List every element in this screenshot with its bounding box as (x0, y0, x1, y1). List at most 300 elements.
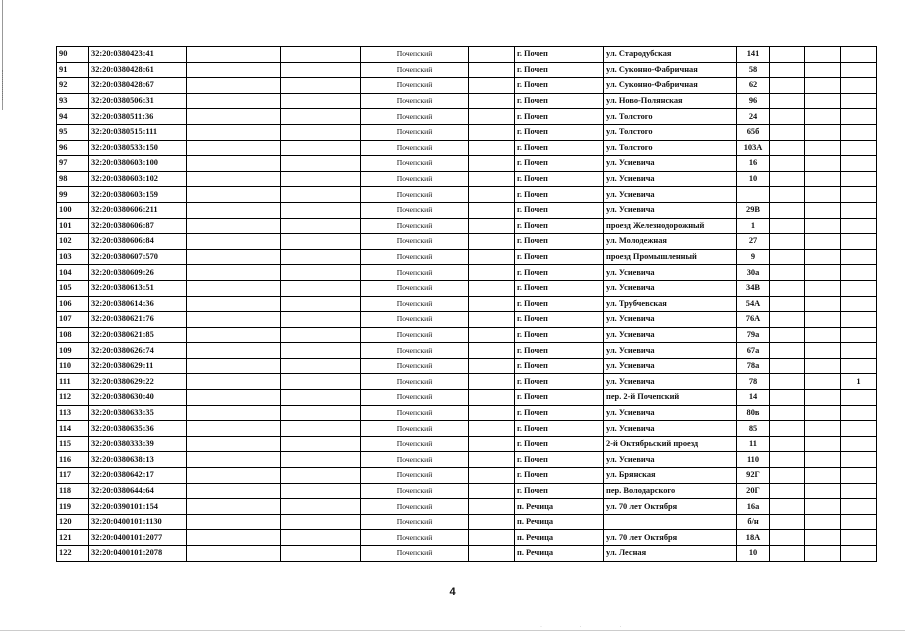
empty-cell (770, 171, 805, 187)
cadastral-number-cell: 32:20:0380511:36 (89, 109, 187, 125)
district-cell: Почепский (361, 327, 469, 343)
empty-cell (805, 499, 841, 515)
row-number-cell: 97 (57, 156, 89, 172)
empty-cell (281, 421, 361, 437)
house-number-cell: 18А (737, 530, 770, 546)
empty-cell (281, 452, 361, 468)
empty-cell (281, 546, 361, 562)
cadastral-number-cell: 32:20:0400101:2078 (89, 546, 187, 562)
empty-cell (805, 296, 841, 312)
street-cell: ул. Ново-Полянская (604, 93, 737, 109)
empty-cell (281, 47, 361, 63)
empty-cell (281, 468, 361, 484)
house-number-cell: 24 (737, 109, 770, 125)
table-row (57, 296, 877, 312)
empty-cell (770, 546, 805, 562)
table-row (57, 312, 877, 328)
empty-cell (805, 124, 841, 140)
settlement-cell: г. Почеп (515, 78, 604, 94)
empty-cell (805, 483, 841, 499)
house-number-cell: 11 (737, 436, 770, 452)
empty-cell (469, 62, 515, 78)
district-cell: Почепский (361, 62, 469, 78)
empty-cell (770, 280, 805, 296)
empty-cell (281, 124, 361, 140)
empty-cell (281, 483, 361, 499)
settlement-cell: г. Почеп (515, 468, 604, 484)
cadastral-number-cell: 32:20:0380638:13 (89, 452, 187, 468)
extra-value-cell (841, 358, 877, 374)
empty-cell (187, 140, 281, 156)
settlement-cell: г. Почеп (515, 327, 604, 343)
empty-cell (469, 436, 515, 452)
district-cell: Почепский (361, 109, 469, 125)
empty-cell (770, 202, 805, 218)
empty-cell (770, 514, 805, 530)
table-row (57, 234, 877, 250)
street-cell: ул. Усиевича (604, 374, 737, 390)
table-row (57, 156, 877, 172)
district-cell: Почепский (361, 499, 469, 515)
empty-cell (770, 78, 805, 94)
extra-value-cell (841, 483, 877, 499)
empty-cell (469, 483, 515, 499)
empty-cell (805, 546, 841, 562)
empty-cell (469, 156, 515, 172)
extra-value-cell (841, 187, 877, 203)
street-cell: ул. Усиевича (604, 358, 737, 374)
row-number-cell: 122 (57, 546, 89, 562)
table-row (57, 421, 877, 437)
cadastral-number-cell: 32:20:0380606:87 (89, 218, 187, 234)
house-number-cell: 80в (737, 405, 770, 421)
settlement-cell: г. Почеп (515, 187, 604, 203)
cadastral-number-cell: 32:20:0380621:85 (89, 327, 187, 343)
empty-cell (805, 530, 841, 546)
table-row (57, 390, 877, 406)
row-number-cell: 120 (57, 514, 89, 530)
house-number-cell: 78а (737, 358, 770, 374)
settlement-cell: г. Почеп (515, 343, 604, 359)
house-number-cell: 30а (737, 265, 770, 281)
extra-value-cell (841, 109, 877, 125)
house-number-cell: 103А (737, 140, 770, 156)
cadastral-number-cell: 32:20:0380506:31 (89, 93, 187, 109)
district-cell: Почепский (361, 296, 469, 312)
empty-cell (469, 343, 515, 359)
house-number-cell: 34В (737, 280, 770, 296)
empty-cell (770, 436, 805, 452)
empty-cell (281, 171, 361, 187)
empty-cell (469, 296, 515, 312)
property-register-table (56, 46, 877, 562)
cadastral-number-cell: 32:20:0400101:1130 (89, 514, 187, 530)
empty-cell (187, 78, 281, 94)
settlement-cell: п. Речица (515, 530, 604, 546)
settlement-cell: г. Почеп (515, 140, 604, 156)
empty-cell (187, 280, 281, 296)
empty-cell (469, 218, 515, 234)
table-row (57, 405, 877, 421)
empty-cell (469, 452, 515, 468)
extra-value-cell (841, 234, 877, 250)
empty-cell (281, 390, 361, 406)
scan-bottom-edge (0, 630, 905, 631)
extra-value-cell (841, 546, 877, 562)
empty-cell (469, 171, 515, 187)
cadastral-number-cell: 32:20:0380428:61 (89, 62, 187, 78)
street-cell: ул. Толстого (604, 124, 737, 140)
settlement-cell: г. Почеп (515, 109, 604, 125)
cadastral-number-cell: 32:20:0380630:40 (89, 390, 187, 406)
empty-cell (805, 265, 841, 281)
street-cell: ул. Брянская (604, 468, 737, 484)
empty-cell (187, 483, 281, 499)
extra-value-cell (841, 265, 877, 281)
empty-cell (469, 280, 515, 296)
cadastral-number-cell: 32:20:0380644:64 (89, 483, 187, 499)
empty-cell (770, 327, 805, 343)
district-cell: Почепский (361, 530, 469, 546)
empty-cell (281, 312, 361, 328)
empty-cell (805, 312, 841, 328)
empty-cell (469, 514, 515, 530)
empty-cell (770, 390, 805, 406)
street-cell: ул. Усиевича (604, 405, 737, 421)
cadastral-number-cell: 32:20:0380606:211 (89, 202, 187, 218)
cadastral-number-cell: 32:20:0380629:22 (89, 374, 187, 390)
empty-cell (469, 374, 515, 390)
settlement-cell: г. Почеп (515, 296, 604, 312)
empty-cell (281, 514, 361, 530)
empty-cell (469, 358, 515, 374)
street-cell: пер. Володарского (604, 483, 737, 499)
district-cell: Почепский (361, 280, 469, 296)
district-cell: Почепский (361, 436, 469, 452)
empty-cell (281, 93, 361, 109)
empty-cell (281, 265, 361, 281)
empty-cell (805, 218, 841, 234)
empty-cell (281, 109, 361, 125)
empty-cell (770, 343, 805, 359)
table-row (57, 327, 877, 343)
empty-cell (281, 530, 361, 546)
empty-cell (469, 78, 515, 94)
street-cell: проезд Промышленный (604, 249, 737, 265)
empty-cell (187, 421, 281, 437)
extra-value-cell (841, 202, 877, 218)
empty-cell (187, 514, 281, 530)
extra-value-cell (841, 62, 877, 78)
empty-cell (469, 234, 515, 250)
row-number-cell: 119 (57, 499, 89, 515)
row-number-cell: 110 (57, 358, 89, 374)
empty-cell (187, 265, 281, 281)
empty-cell (770, 499, 805, 515)
row-number-cell: 99 (57, 187, 89, 203)
empty-cell (469, 187, 515, 203)
street-cell: ул. Лесная (604, 546, 737, 562)
empty-cell (187, 327, 281, 343)
house-number-cell: 110 (737, 452, 770, 468)
empty-cell (469, 140, 515, 156)
empty-cell (770, 374, 805, 390)
settlement-cell: г. Почеп (515, 171, 604, 187)
empty-cell (187, 374, 281, 390)
cadastral-number-cell: 32:20:0380607:570 (89, 249, 187, 265)
district-cell: Почепский (361, 171, 469, 187)
district-cell: Почепский (361, 343, 469, 359)
street-cell: ул. 70 лет Октября (604, 499, 737, 515)
empty-cell (805, 109, 841, 125)
extra-value-cell (841, 514, 877, 530)
street-cell: ул. Усиевича (604, 265, 737, 281)
empty-cell (187, 546, 281, 562)
cadastral-number-cell: 32:20:0400101:2077 (89, 530, 187, 546)
house-number-cell: 20Г (737, 483, 770, 499)
house-number-cell: 96 (737, 93, 770, 109)
settlement-cell: п. Речица (515, 546, 604, 562)
row-number-cell: 91 (57, 62, 89, 78)
district-cell: Почепский (361, 514, 469, 530)
table-row (57, 109, 877, 125)
row-number-cell: 98 (57, 171, 89, 187)
table-row (57, 452, 877, 468)
street-cell: ул. 70 лет Октября (604, 530, 737, 546)
row-number-cell: 121 (57, 530, 89, 546)
row-number-cell: 96 (57, 140, 89, 156)
settlement-cell: г. Почеп (515, 405, 604, 421)
house-number-cell: 10 (737, 546, 770, 562)
empty-cell (281, 499, 361, 515)
row-number-cell: 116 (57, 452, 89, 468)
settlement-cell: г. Почеп (515, 312, 604, 328)
row-number-cell: 109 (57, 343, 89, 359)
empty-cell (469, 546, 515, 562)
extra-value-cell (841, 452, 877, 468)
settlement-cell: г. Почеп (515, 390, 604, 406)
empty-cell (805, 202, 841, 218)
settlement-cell: г. Почеп (515, 436, 604, 452)
empty-cell (281, 140, 361, 156)
district-cell: Почепский (361, 47, 469, 63)
empty-cell (770, 296, 805, 312)
street-cell: ул. Трубчевская (604, 296, 737, 312)
district-cell: Почепский (361, 358, 469, 374)
extra-value-cell (841, 280, 877, 296)
street-cell: ул. Усиевича (604, 156, 737, 172)
empty-cell (805, 358, 841, 374)
street-cell: ул. Молодежная (604, 234, 737, 250)
street-cell: ул. Усиевича (604, 421, 737, 437)
empty-cell (187, 499, 281, 515)
empty-cell (281, 343, 361, 359)
row-number-cell: 118 (57, 483, 89, 499)
street-cell: ул. Толстого (604, 140, 737, 156)
empty-cell (187, 468, 281, 484)
settlement-cell: г. Почеп (515, 202, 604, 218)
table-row (57, 265, 877, 281)
street-cell (604, 514, 737, 530)
page-number: 4 (449, 586, 456, 598)
settlement-cell: г. Почеп (515, 421, 604, 437)
house-number-cell: 54А (737, 296, 770, 312)
house-number-cell: 14 (737, 390, 770, 406)
street-cell: ул. Усиевича (604, 187, 737, 203)
empty-cell (805, 156, 841, 172)
cadastral-number-cell: 32:20:0380333:39 (89, 436, 187, 452)
cadastral-number-cell: 32:20:0380603:159 (89, 187, 187, 203)
district-cell: Почепский (361, 468, 469, 484)
settlement-cell: г. Почеп (515, 358, 604, 374)
street-cell: ул. Усиевича (604, 327, 737, 343)
row-number-cell: 104 (57, 265, 89, 281)
house-number-cell: 92Г (737, 468, 770, 484)
empty-cell (805, 514, 841, 530)
extra-value-cell (841, 327, 877, 343)
street-cell: ул. Стародубская (604, 47, 737, 63)
extra-value-cell: 1 (841, 374, 877, 390)
district-cell: Почепский (361, 93, 469, 109)
settlement-cell: г. Почеп (515, 47, 604, 63)
empty-cell (805, 78, 841, 94)
empty-cell (805, 343, 841, 359)
empty-cell (770, 483, 805, 499)
empty-cell (805, 374, 841, 390)
street-cell: ул. Усиевича (604, 343, 737, 359)
cadastral-number-cell: 32:20:0380603:102 (89, 171, 187, 187)
table-row (57, 62, 877, 78)
extra-value-cell (841, 343, 877, 359)
empty-cell (187, 156, 281, 172)
table-row (57, 124, 877, 140)
cadastral-number-cell: 32:20:0380635:36 (89, 421, 187, 437)
row-number-cell: 112 (57, 390, 89, 406)
extra-value-cell (841, 218, 877, 234)
empty-cell (187, 312, 281, 328)
empty-cell (770, 124, 805, 140)
house-number-cell: 16 (737, 156, 770, 172)
table-row (57, 468, 877, 484)
empty-cell (770, 140, 805, 156)
extra-value-cell (841, 421, 877, 437)
house-number-cell: 67а (737, 343, 770, 359)
empty-cell (469, 124, 515, 140)
extra-value-cell (841, 78, 877, 94)
house-number-cell (737, 187, 770, 203)
table-row (57, 218, 877, 234)
empty-cell (805, 280, 841, 296)
settlement-cell: г. Почеп (515, 265, 604, 281)
settlement-cell: г. Почеп (515, 249, 604, 265)
house-number-cell: 16а (737, 499, 770, 515)
table-row (57, 499, 877, 515)
settlement-cell: г. Почеп (515, 156, 604, 172)
table-row (57, 47, 877, 63)
empty-cell (770, 47, 805, 63)
empty-cell (187, 93, 281, 109)
extra-value-cell (841, 140, 877, 156)
empty-cell (187, 343, 281, 359)
district-cell: Почепский (361, 312, 469, 328)
empty-cell (805, 390, 841, 406)
empty-cell (187, 234, 281, 250)
district-cell: Почепский (361, 218, 469, 234)
empty-cell (469, 202, 515, 218)
cadastral-number-cell: 32:20:0380629:11 (89, 358, 187, 374)
extra-value-cell (841, 124, 877, 140)
cadastral-number-cell: 32:20:0380603:100 (89, 156, 187, 172)
empty-cell (469, 327, 515, 343)
empty-cell (805, 436, 841, 452)
cadastral-number-cell: 32:20:0380533:150 (89, 140, 187, 156)
cadastral-number-cell: 32:20:0380633:35 (89, 405, 187, 421)
empty-cell (469, 390, 515, 406)
empty-cell (805, 452, 841, 468)
empty-cell (469, 47, 515, 63)
extra-value-cell (841, 47, 877, 63)
empty-cell (281, 156, 361, 172)
empty-cell (187, 171, 281, 187)
empty-cell (770, 156, 805, 172)
empty-cell (281, 280, 361, 296)
empty-cell (469, 530, 515, 546)
empty-cell (770, 421, 805, 437)
empty-cell (805, 187, 841, 203)
street-cell: 2-й Октябрьский проезд (604, 436, 737, 452)
empty-cell (187, 358, 281, 374)
empty-cell (281, 436, 361, 452)
house-number-cell: 65б (737, 124, 770, 140)
table-row (57, 436, 877, 452)
scan-edge-marks: · · · (540, 624, 640, 630)
empty-cell (805, 171, 841, 187)
row-number-cell: 108 (57, 327, 89, 343)
extra-value-cell (841, 156, 877, 172)
table-row (57, 374, 877, 390)
house-number-cell: б/н (737, 514, 770, 530)
row-number-cell: 106 (57, 296, 89, 312)
district-cell: Почепский (361, 187, 469, 203)
row-number-cell: 94 (57, 109, 89, 125)
house-number-cell: 29В (737, 202, 770, 218)
empty-cell (805, 249, 841, 265)
cadastral-number-cell: 32:20:0380423:41 (89, 47, 187, 63)
table-row (57, 343, 877, 359)
row-number-cell: 95 (57, 124, 89, 140)
empty-cell (469, 468, 515, 484)
empty-cell (770, 218, 805, 234)
row-number-cell: 107 (57, 312, 89, 328)
cadastral-number-cell: 32:20:0380614:36 (89, 296, 187, 312)
empty-cell (187, 62, 281, 78)
table-row (57, 546, 877, 562)
extra-value-cell (841, 390, 877, 406)
extra-value-cell (841, 436, 877, 452)
empty-cell (770, 62, 805, 78)
empty-cell (805, 62, 841, 78)
table-row (57, 483, 877, 499)
empty-cell (770, 249, 805, 265)
empty-cell (187, 452, 281, 468)
house-number-cell: 27 (737, 234, 770, 250)
empty-cell (770, 405, 805, 421)
house-number-cell: 62 (737, 78, 770, 94)
row-number-cell: 113 (57, 405, 89, 421)
house-number-cell: 58 (737, 62, 770, 78)
settlement-cell: п. Речица (515, 499, 604, 515)
empty-cell (187, 405, 281, 421)
